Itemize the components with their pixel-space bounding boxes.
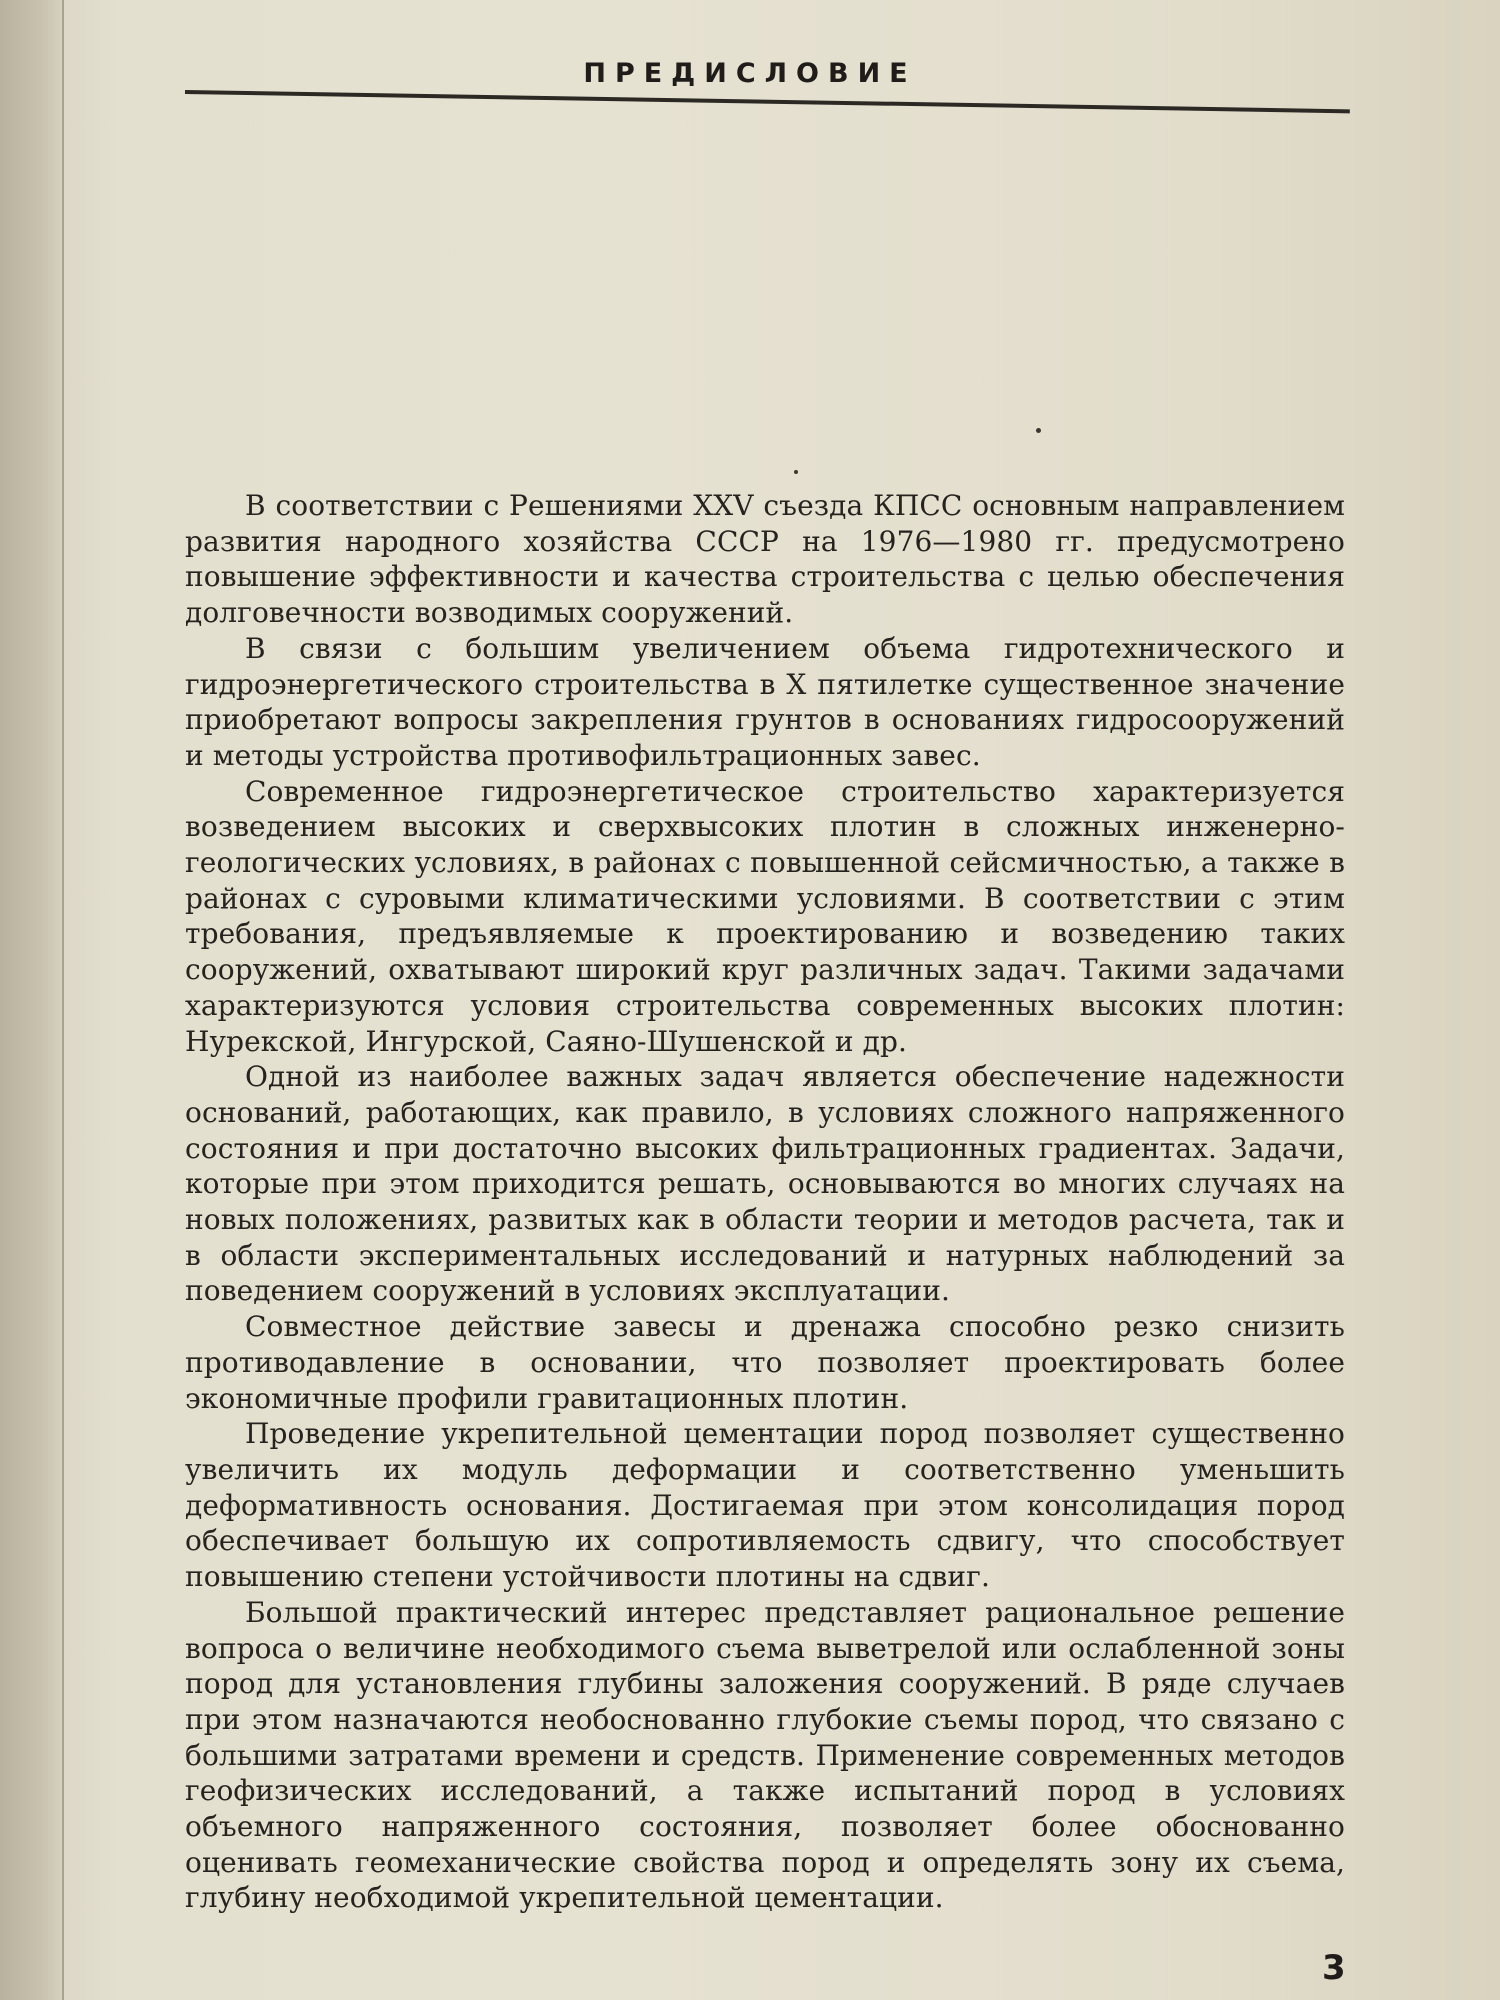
paragraph: Одной из наиболее важных задач является обеспечение надежности оснований, работающих, как правило, в условиях сложного напряженного состояния и при достаточно высоких фильтрационных градиентах. Задачи, которые при этом приходится решать, основываются во многих случаях на новых положениях, развитых как в области теории и методов расчета, так и в области экспериментальных исследований и натурных наблюдений за поведением сооружений в условиях эксплуатации. xyxy=(185,1060,1345,1308)
paragraph: В соответствии с Решениями XXV съезда КПСС основным направлением развития народного хозяйства СССР на 1976—1980 гг. предусмотрено повышение эффективности и качества строительства с целью обеспечения долговечности возводимых сооружений. xyxy=(185,489,1345,630)
stray-mark xyxy=(1036,428,1041,433)
paragraph: Современное гидроэнергетическое строительство характеризуется возведением высоких и сверхвысоких плотин в сложных инженерно-геологических условиях, в районах с повышенной сейсмичностью, а также в районах с суровыми климатическими условиями. В соответствии с этим требования, предъявляемые к проектированию и возведению таких сооружений, охватывают широкий круг различных задач. Такими задачами характеризуются условия строительства современных высоких плотин: Нурекской, Ингурской, Саяно-Шушенской и др. xyxy=(185,774,1345,1058)
paragraph: Большой практический интерес представляет рациональное решение вопроса о величине необходимого съема выветрелой или ослабленной зоны пород для установления глубины заложения сооружений. В ряде случаев при этом назначаются необоснованно глубокие съемы пород, что связано с большими затратами времени и средств. Применение современных методов геофизических исследований, а также испытаний пород в условиях объемного напряженного состояния, позволяет более обоснованно оценивать геомеханические свойства пород и определять зону их съема, глубину необходимой укрепительной цементации. xyxy=(185,1595,1345,1915)
page-gutter xyxy=(0,0,64,2000)
stray-mark xyxy=(794,470,798,474)
title-rule xyxy=(185,90,1350,113)
preface-body xyxy=(185,488,1345,1916)
paragraph: В связи с большим увеличением объема гидротехнического и гидроэнергетического строительства в X пятилетке существенное значение приобретают вопросы закрепления грунтов в основаниях гидросооружений и методы устройства противофильтрационных завес. xyxy=(185,631,1345,772)
page-title: ПРЕДИСЛОВИЕ xyxy=(583,58,917,89)
paragraph: Совместное действие завесы и дренажа способно резко снизить противодавление в основании, что позволяет проектировать более экономичные профили гравитационных плотин. xyxy=(185,1310,1345,1415)
paragraph: Проведение укрепительной цементации пород позволяет существенно увеличить их модуль деформации и соответственно уменьшить деформативность основания. Достигаемая при этом консолидация пород обеспечивает большую их сопротивляемость сдвигу, что способствует повышению степени устойчивости плотины на сдвиг. xyxy=(185,1417,1345,1594)
page-number: 3 xyxy=(1322,1948,1346,1988)
